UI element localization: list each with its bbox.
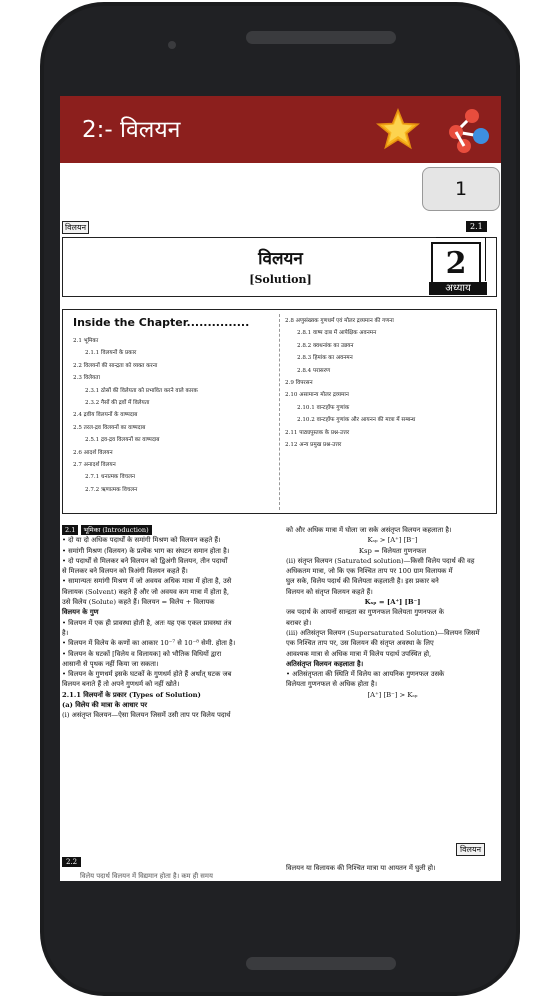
share-icon xyxy=(444,106,492,154)
toc-item: 2.7 अनादर्श विलयन xyxy=(73,461,116,468)
toc-item: 2.8.1 वाष्प दाब में आपेक्षिक अवनमन xyxy=(297,330,377,337)
top-speaker xyxy=(246,31,396,44)
toc-item: 2.1.1 विलयनों के प्रकार xyxy=(85,350,137,357)
toc-item: 2.8 अणुसंख्यक गुणधर्म एवं मोलर द्रव्यमान की गणना xyxy=(285,318,394,324)
body-line: अतिसंतृप्त विलयन कहलाता है। xyxy=(286,659,364,668)
toc-box xyxy=(62,309,497,514)
page-header-number: 2.1 xyxy=(466,221,487,232)
document-viewer[interactable] xyxy=(60,163,501,881)
body-line: • विलयन में एक ही प्रावस्था होती है, अतः यह एक एकल प्रावस्था तंत्र xyxy=(62,618,232,627)
subheading: विलयन के गुण xyxy=(62,608,99,617)
toc-item: 2.2 विलयनों की सान्द्रता को व्यक्त करना xyxy=(73,362,158,369)
app-screen xyxy=(60,96,501,881)
equation: Kₛₚ = [A⁺] [B⁻] xyxy=(364,598,421,607)
body-line: (i) असंतृप्त विलयन—ऐसा विलयन जिसमें उसी ताप पर विलेय पदार्थ xyxy=(62,711,231,720)
body-line: आवश्यक मात्रा से अधिक मात्रा में विलेय पदार्थ उपस्थित हो, xyxy=(286,649,432,658)
toc-item: 2.8.4 परासरण xyxy=(297,367,331,374)
toc-item: 2.9 विपरसन xyxy=(285,379,313,386)
chapter-number: 2 xyxy=(431,242,481,286)
toc-item: 2.11 पाठ्यपुस्तक के प्रश्न-उत्तर xyxy=(285,429,350,436)
equation: Kₛₚ > [A⁺] [B⁻] xyxy=(367,536,418,545)
body-line: से मिलकर बने विलयन को त्रिअंगी विलयन कहते हैं। xyxy=(62,567,188,576)
toc-item: 2.10 असामान्य मोलर द्रव्यमान xyxy=(285,392,349,399)
body-line: • दो पदार्थों से मिलकर बने विलयन को द्विअंगी विलयन, तीन पदार्थों xyxy=(62,556,228,565)
chapter-title: विलयन xyxy=(258,249,303,269)
body-line: विलयन या विलायक की निश्चित मात्रा या आयतन में घुली हो। xyxy=(286,864,436,872)
body-line: • समांगी मिश्रण (विलयन) के प्रत्येक भाग का संघटन समान होता है। xyxy=(62,546,230,555)
body-left-column xyxy=(62,525,280,721)
body-line: अधिकतम मात्रा, जो कि एक निश्चित ताप पर 100 ग्राम विलायक में xyxy=(286,567,453,576)
section-number: 2.1 xyxy=(62,525,78,535)
toc-item: 2.3.2 गैसों की द्रवों में विलेयता xyxy=(85,399,150,406)
toc-left-list xyxy=(73,336,198,497)
page-header-tag: विलयन xyxy=(62,221,89,234)
body-line: (iii) अतिसंतृप्त विलयन (Supersaturated Solution)—विलयन जिसमें xyxy=(286,628,480,637)
toc-item: 2.6 आदर्श विलयन xyxy=(73,449,113,456)
body-line: (a) विलेय की मात्रा के आधार पर xyxy=(62,701,147,710)
body-line: एक निश्चित ताप पर, उस विलयन की संतृप्त अवस्था के लिए xyxy=(286,639,434,648)
chapter-title-english: [Solution] xyxy=(249,273,312,286)
body-line: • सामान्यतः समांगी मिश्रण में जो अवयव अधिक मात्रा में होता है, उसे xyxy=(62,577,232,586)
share-button[interactable] xyxy=(444,106,492,154)
body-line: • अतिसंतृप्तता की स्थिति में विलेय का आयनिक गुणनफल उसके xyxy=(286,670,445,679)
toc-item: 2.4 द्रवीय विलयनों के वाष्पदाब xyxy=(73,412,138,419)
section-header xyxy=(62,525,280,535)
body-right-column xyxy=(286,525,499,700)
toc-item: 2.3 विलेयता xyxy=(73,375,100,382)
document-page xyxy=(60,213,501,881)
front-camera xyxy=(168,41,176,49)
toc-item: 2.5.1 द्रव-द्रव विलयनों का वाष्पदाब xyxy=(85,437,160,444)
page-footer-number: 2.2 xyxy=(62,857,81,867)
body-line: (ii) संतृप्त विलयन (Saturated solution)—किसी विलेय पदार्थ की वह xyxy=(286,556,475,565)
subheading: 2.1.1 विलयनों के प्रकार (Types of Solution) xyxy=(62,690,201,699)
toc-item: 2.5 तरल-द्रव विलयनों का वाष्पदाब xyxy=(73,424,146,431)
body-line: विलयन को संतृप्त विलयन कहते हैं। xyxy=(286,587,373,596)
toc-item: 2.8.3 हिमांक का अवनमन xyxy=(297,355,353,362)
body-line: है। xyxy=(62,628,69,637)
body-line: विलेयता गुणनफल से अधिक होता है। xyxy=(286,680,378,689)
toc-item: 2.7.1 धनात्मक विचलन xyxy=(85,474,136,481)
toc-item: 2.3.1 ठोसों की विलेयता को प्रभावित करने वाले कारक xyxy=(85,387,198,394)
body-line: • विलयन में विलेय के कणों का आकार 10⁻⁷ से 10⁻⁸ सेमी. होता है। xyxy=(62,639,236,648)
equation: [A⁺] [B⁻] > Kₛₚ xyxy=(367,690,418,699)
toc-heading: Inside the Chapter............... xyxy=(73,316,250,329)
toc-right-list xyxy=(285,316,415,452)
body-line: • विलयन के गुणधर्म इसके घटकों के गुणधर्म होते हैं अर्थात् घटक जब xyxy=(62,670,232,679)
body-line: विलयन बनाते हैं तो अपने गुणधर्म को नहीं खोते। xyxy=(62,680,180,689)
body-line: को और अधिक मात्रा में घोला जा सके असंतृप्त विलयन कहलाता है। xyxy=(286,526,452,534)
toc-item: 2.10.1 वान्टहॉफ गुणांक xyxy=(297,404,350,411)
body-line: • विलयन के घटकों [विलेय व विलायक] को भौतिक विधियों द्वारा xyxy=(62,649,222,658)
page-number-badge[interactable]: 1 xyxy=(422,167,500,211)
toc-item: 2.10.2 वान्टहॉफ गुणांक और आयनन की मात्रा में सम्बन्ध xyxy=(297,417,416,424)
body-line: उसे विलेय (Solute) कहते हैं। विलयन = विलेय + विलायक xyxy=(62,598,215,607)
body-line: विलायक (Solvent) कहते हैं और जो अवयव कम मात्रा में होता है, xyxy=(62,587,230,596)
toc-divider xyxy=(279,314,281,510)
toc-item: 2.1 भूमिका xyxy=(73,338,99,344)
chapter-title-box xyxy=(62,237,497,297)
page-footer-tag: विलयन xyxy=(456,843,485,856)
app-bar xyxy=(60,96,501,163)
body-line: Ksp = विलेयता गुणनफल xyxy=(358,546,427,555)
body-line: • दो या दो अधिक पदार्थों के समांगी मिश्रण को विलयन कहते हैं। xyxy=(62,536,221,545)
favorite-button[interactable] xyxy=(374,106,422,154)
body-line: आसानी से पृथक नहीं किया जा सकता। xyxy=(62,659,159,668)
bottom-speaker xyxy=(246,957,396,970)
star-icon xyxy=(374,106,422,154)
toc-item: 2.8.2 क्वथनांक का उन्नयन xyxy=(297,342,354,349)
toc-item: 2.12 अन्य प्रमुख प्रश्न-उत्तर xyxy=(285,441,342,448)
body-line: विलेय पदार्थ विलयन में विद्यमान होता है। कम ही समय xyxy=(80,872,213,880)
body-line: बराबर हो। xyxy=(286,618,312,627)
section-label: भूमिका (Introduction) xyxy=(81,525,152,535)
toc-item: 2.7.2 ऋणात्मक विचलन xyxy=(85,486,138,493)
app-title: 2:- विलयन xyxy=(82,117,181,143)
chapter-word: अध्याय xyxy=(429,282,487,295)
body-line: घुल सके, विलेय पदार्थ की विलेयता कहलाती है। इस प्रकार बने xyxy=(286,577,439,586)
body-line: जब पदार्थ के आयनों सान्द्रता का गुणनफल विलेयता गुणनफल के xyxy=(286,608,444,617)
